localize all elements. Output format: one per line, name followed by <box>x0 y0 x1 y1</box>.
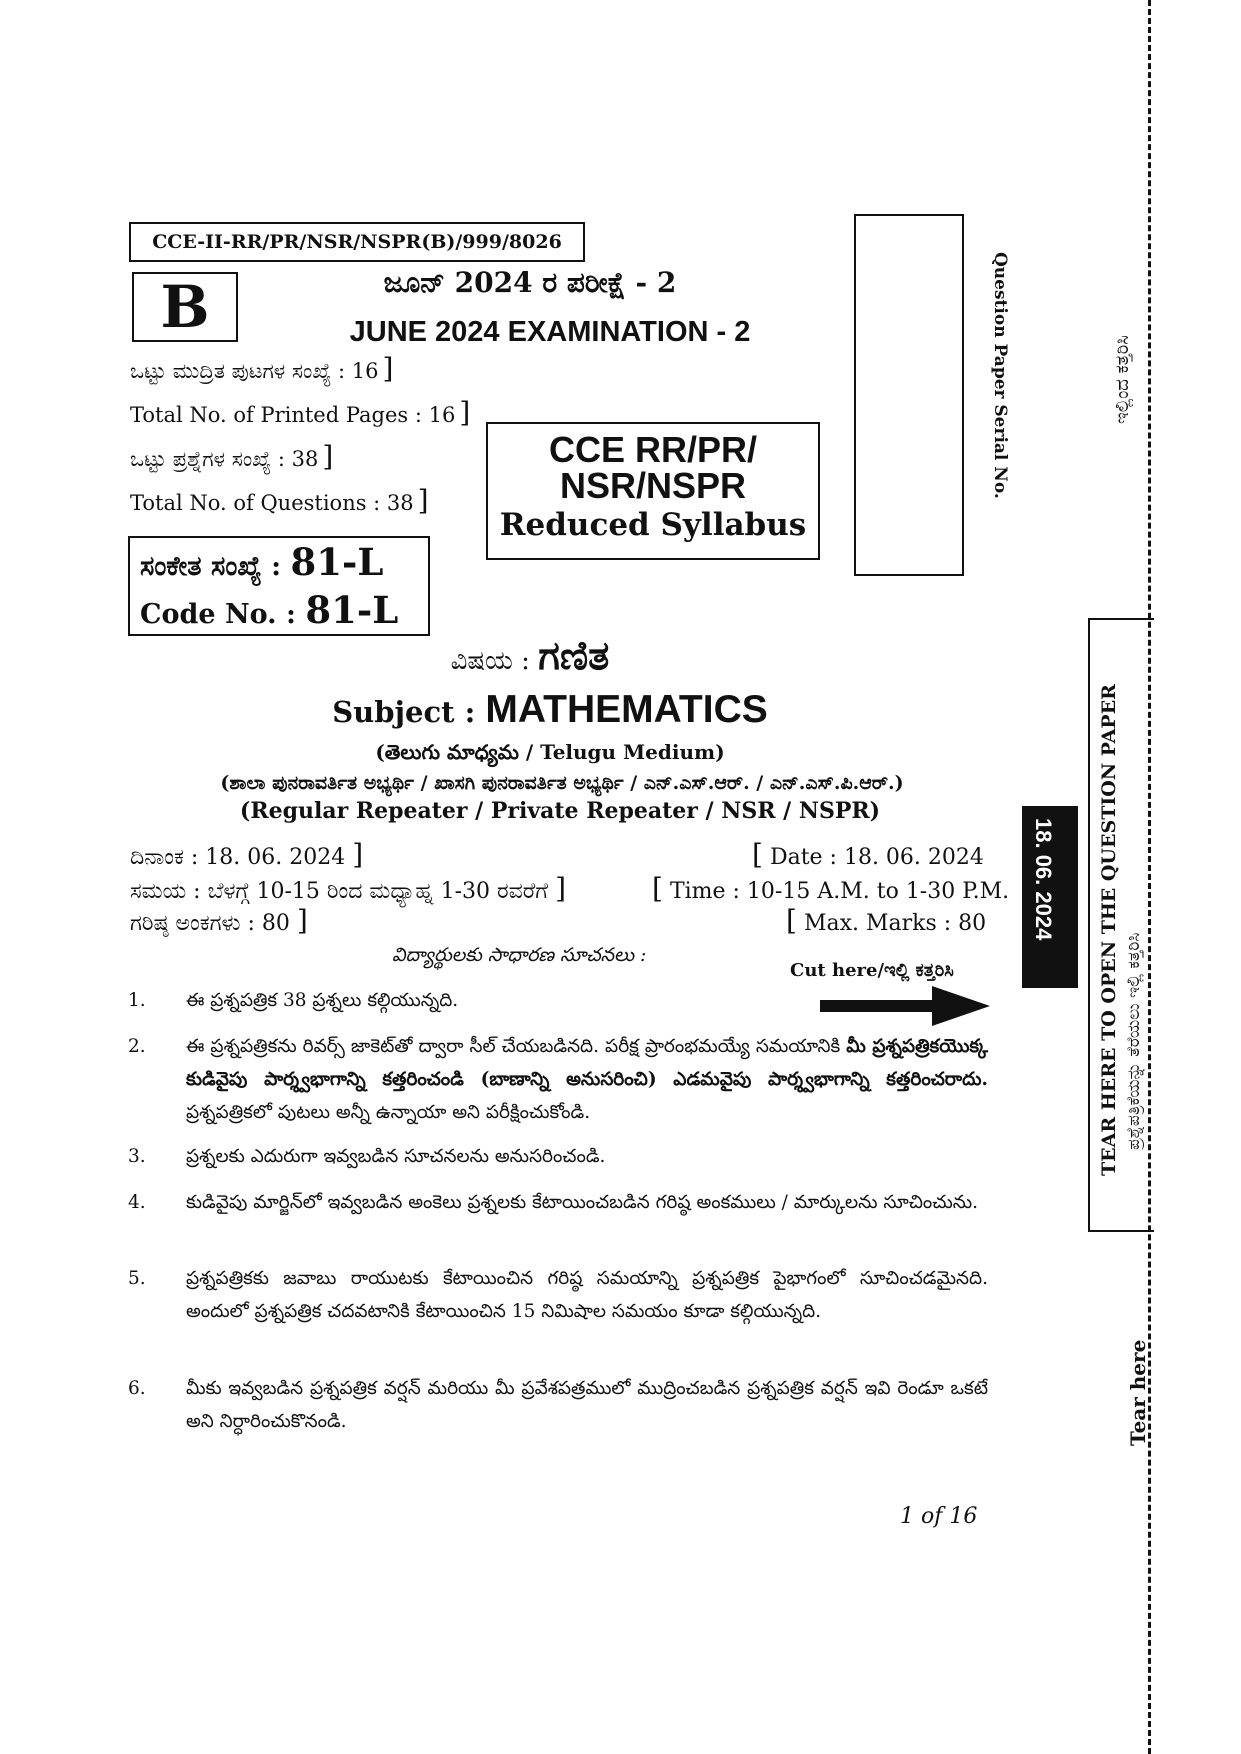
printed-pages-kannada: ಒಟ್ಟು ಮುದ್ರಿತ ಪುಟಗಳ ಸಂಖ್ಯೆ : 16 ] <box>130 352 394 385</box>
subject-kannada: ವಿಷಯ : ಗಣಿತ <box>450 632 610 679</box>
serial-number-label: Question Paper Serial No. <box>990 252 1010 499</box>
instruction-item: 6. మీకు ఇవ్వబడిన ప్రశ్నపత్రిక వర్షన్ మరియు మీ ప్రవేశపత్రములో ముద్రించబడిన ప్రశ్నపత్రిక వర్షన్ ఇవి రెండూ ఒకటే అని నిర్ధారించుకొనండి. <box>128 1378 988 1432</box>
medium-label: (తెలుగు మాధ్యమ / Telugu Medium) <box>375 740 725 764</box>
cut-here-label: Cut here/ಇಲ್ಲಿ ಕತ್ತರಿಸಿ <box>790 960 954 981</box>
date-strip: 18. 06. 2024 <box>1022 806 1078 988</box>
series-letter: B <box>132 272 238 342</box>
code-row-kannada: ಸಂಕೇತ ಸಂಖ್ಯೆ : 81-L <box>140 540 384 584</box>
tear-dashed-line[interactable] <box>1148 0 1151 1754</box>
printed-pages-english: Total No. of Printed Pages : 16 ] <box>130 396 471 429</box>
paper-code: CCE-II-RR/PR/NSR/NSPR(B)/999/8026 <box>129 222 585 262</box>
max-marks-english: [ Max. Marks : 80 <box>786 904 987 937</box>
syllabus-line-1: CCE RR/PR/ <box>548 429 758 470</box>
code-row-english: Code No. : 81-L <box>140 588 399 632</box>
instruction-item: 2. ఈ ప్రశ్నపత్రికను రివర్స్ జాకెట్‌తో ద్వారా సీల్ చేయబడినది. పరీక్ష ప్రారంభమయ్యే సమయానికి మీ ప్రశ్నపత్రికయొక్క కుడివైపు పార్శ్వభాగాన్ని కత్తరించండి (బాణాన్ని అనుసరించి) ఎడమవైపు పార్శ్వభాగాన్ని కత్తరించరాదు. ప్రశ్నపత్రికలో పుటలు అన్నీ ఉన్నాయా అని పరీక్షించుకోండి. <box>128 1036 988 1123</box>
syllabus-box <box>486 422 820 560</box>
syllabus-line-2: NSR/NSPR <box>559 465 747 506</box>
time-english: [ Time : 10-15 A.M. to 1-30 P.M. <box>652 872 1010 905</box>
max-marks-kannada: ಗರಿಷ್ಠ ಅಂಕಗಳು : 80 ] <box>130 904 308 937</box>
instructions-heading: విద్యార్థులకు సాధారణ సూచనలు : <box>392 944 647 966</box>
date-kannada: ದಿನಾಂಕ : 18. 06. 2024 ] <box>130 838 364 871</box>
instruction-item: 5. ప్రశ్నపత్రికకు జవాబు రాయుటకు కేటాయించిన గరిష్ఠ సమయాన్ని ప్రశ్నపత్రిక పైభాగంలో సూచించడమైనది. అందులో ప్రశ్నపత్రిక చదవటానికి కేటాయించిన 15 నిమిషాల సమయం కూడా కల్గియున్నది. <box>128 1268 988 1322</box>
instruction-item: 4. కుడివైపు మార్జిన్‌లో ఇవ్వబడిన అంకెలు ప్రశ్నలకు కేటాయించబడిన గరిష్ఠ అంకములు / మార్కులను సూచించును. <box>128 1192 979 1213</box>
instruction-item: 1. ఈ ప్రశ్నపత్రిక 38 ప్రశ్నలు కల్గియున్నది. <box>128 990 459 1011</box>
serial-number-box <box>854 214 964 576</box>
candidate-types-kannada: (ಶಾಲಾ ಪುನರಾವರ್ತಿತ ಅಭ್ಯರ್ಥಿ / ಖಾಸಗಿ ಪುನರಾವರ್ತಿತ ಅಭ್ಯರ್ಥಿ / ಎನ್.ಎಸ್.ಆರ್. / ಎನ್.ಎಸ್.ಪಿ.ಆರ್.) <box>220 772 904 794</box>
instruction-item: 3. ప్రశ్నలకు ఎదురుగా ఇవ్వబడిన సూచనలను అనుసరించండి. <box>128 1146 606 1167</box>
question-count-kannada: ಒಟ್ಟು ಪ್ರಶ್ನೆಗಳ ಸಂಖ್ಯೆ : 38 ] <box>130 440 334 473</box>
time-kannada: ಸಮಯ : ಬೆಳಗ್ಗೆ 10-15 ರಿಂದ ಮಧ್ಯಾಹ್ನ 1-30 ರವರೆಗೆ ] <box>130 872 566 905</box>
date-english: [ Date : 18. 06. 2024 <box>752 838 984 871</box>
syllabus-line-3: Reduced Syllabus <box>499 507 807 543</box>
question-count-english: Total No. of Questions : 38 ] <box>130 484 429 517</box>
exam-title-kannada: ಜೂನ್ 2024 ರ ಪರೀಕ್ಷೆ - 2 <box>383 266 677 299</box>
page-number: 1 of 16 <box>900 1504 978 1529</box>
candidate-types-english: (Regular Repeater / Private Repeater / NSR / NSPR) <box>239 798 881 824</box>
exam-title-english: JUNE 2024 EXAMINATION - 2 <box>349 316 751 348</box>
subject-english: Subject : MATHEMATICS <box>332 688 768 731</box>
code-number-box <box>128 536 430 636</box>
